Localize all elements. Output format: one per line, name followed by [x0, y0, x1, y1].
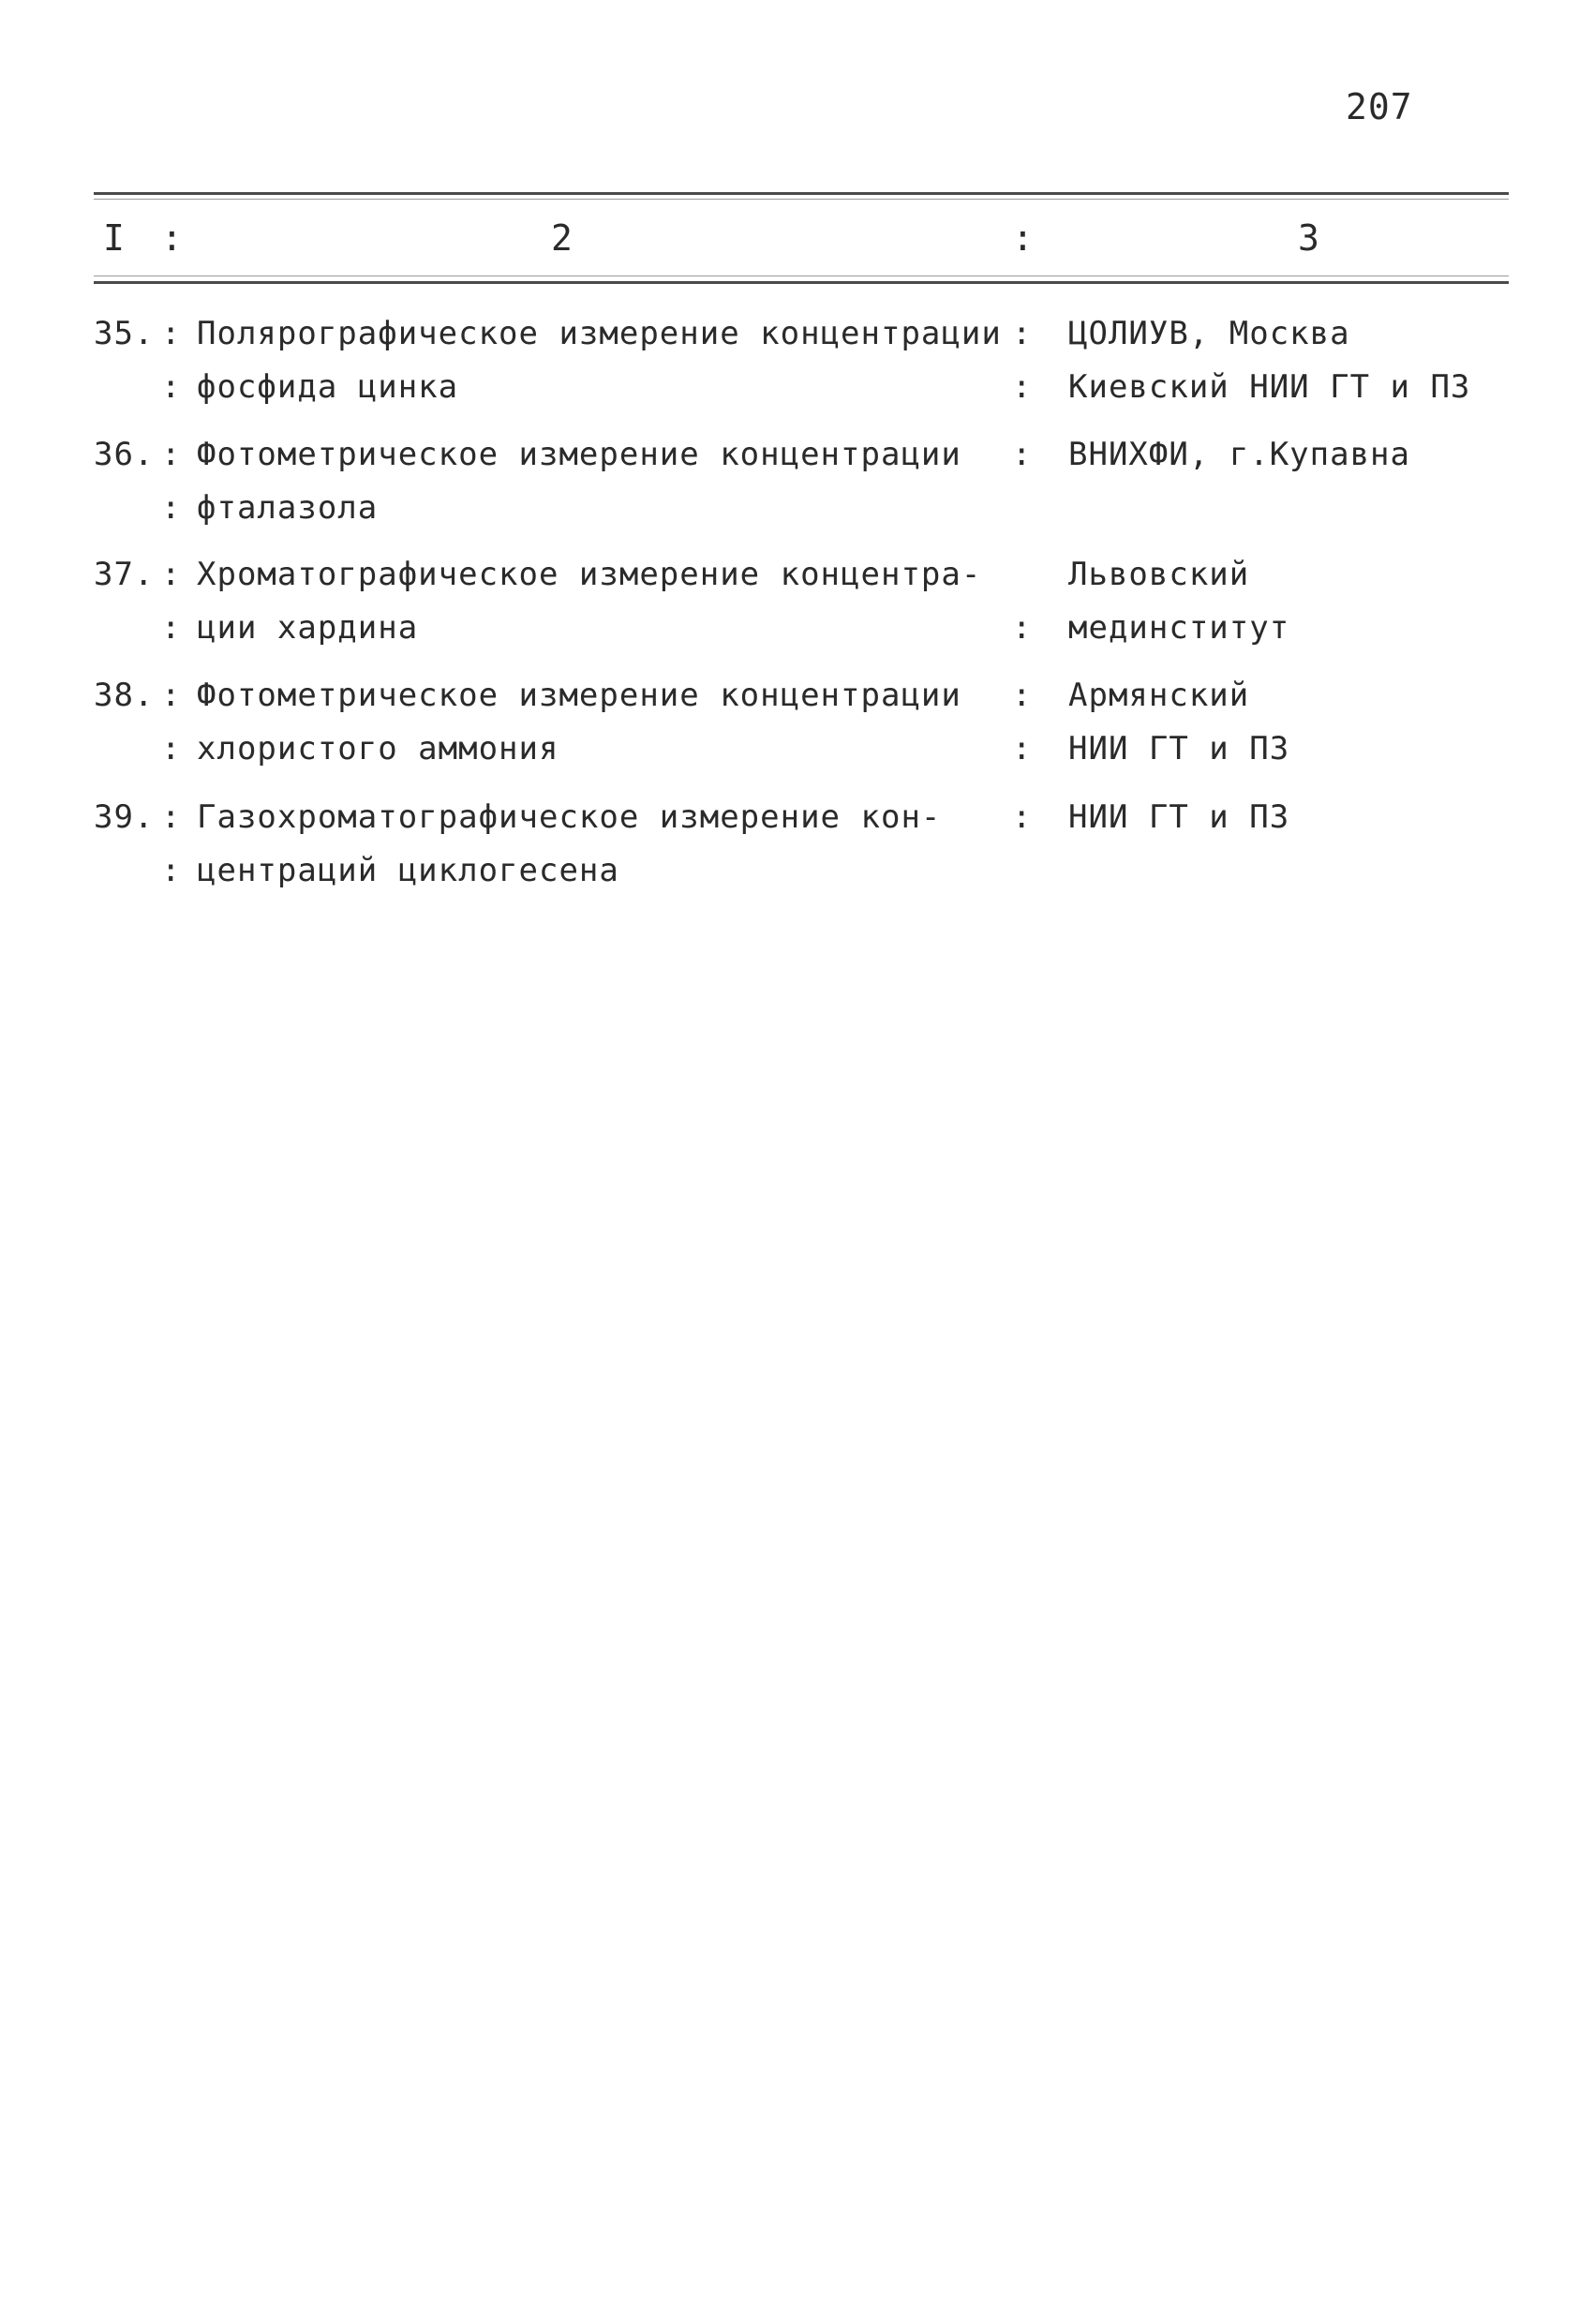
row-colon: : [161, 852, 181, 889]
row-number: 39. [94, 798, 155, 836]
row-colon: : [161, 489, 181, 527]
row-colon: : [1012, 798, 1032, 836]
row-description-line2: фосфида цинка [197, 368, 459, 406]
row-colon: : [1012, 730, 1032, 767]
row-colon: : [1012, 677, 1032, 714]
row-colon: : [161, 609, 181, 647]
row-description-line2: ции хардина [197, 609, 419, 647]
row-description-line2: центраций циклогесена [197, 852, 619, 889]
row-organization-line1: Львовский [1068, 556, 1250, 593]
row-colon: : [161, 730, 181, 767]
table-top-rule-shadow [94, 199, 1509, 200]
row-description-line1: Полярографическое измерение концентрации [197, 315, 1002, 352]
page-number: 207 [1346, 86, 1413, 127]
table-mid-rule [94, 281, 1509, 284]
row-organization-line1: ЦОЛИУВ, Москва [1068, 315, 1350, 352]
row-colon: : [1012, 368, 1032, 406]
row-colon: : [1012, 609, 1032, 647]
row-description-line1: Фотометрическое измерение концентрации [197, 677, 961, 714]
header-sep1: : [161, 217, 183, 259]
row-description-line2: фталазола [197, 489, 379, 527]
header-col3: 3 [1298, 217, 1319, 259]
row-number: 38. [94, 677, 155, 714]
row-number: 36. [94, 436, 155, 473]
row-organization-line1: НИИ ГТ и ПЗ [1068, 798, 1290, 836]
row-colon: : [161, 556, 181, 593]
row-colon: : [161, 677, 181, 714]
row-description-line2: хлористого аммония [197, 730, 559, 767]
header-col2: 2 [551, 217, 573, 259]
row-organization-line2: мединститут [1068, 609, 1290, 647]
row-colon: : [161, 315, 181, 352]
row-organization-line1: ВНИХФИ, г.Купавна [1068, 436, 1410, 473]
row-colon: : [1012, 436, 1032, 473]
header-sep2: : [1012, 217, 1034, 259]
row-colon: : [161, 436, 181, 473]
table-top-rule [94, 192, 1509, 195]
row-description-line1: Газохроматографическое измерение кон- [197, 798, 942, 836]
row-description-line1: Хроматографическое измерение концентра- [197, 556, 982, 593]
row-colon: : [161, 798, 181, 836]
row-description-line1: Фотометрическое измерение концентрации [197, 436, 961, 473]
header-col1: I [103, 217, 125, 259]
row-organization-line2: Киевский НИИ ГТ и ПЗ [1068, 368, 1471, 406]
row-number: 35. [94, 315, 155, 352]
row-organization-line1: Армянский [1068, 677, 1250, 714]
row-number: 37. [94, 556, 155, 593]
row-colon: : [1012, 315, 1032, 352]
row-colon: : [161, 368, 181, 406]
row-organization-line2: НИИ ГТ и ПЗ [1068, 730, 1290, 767]
